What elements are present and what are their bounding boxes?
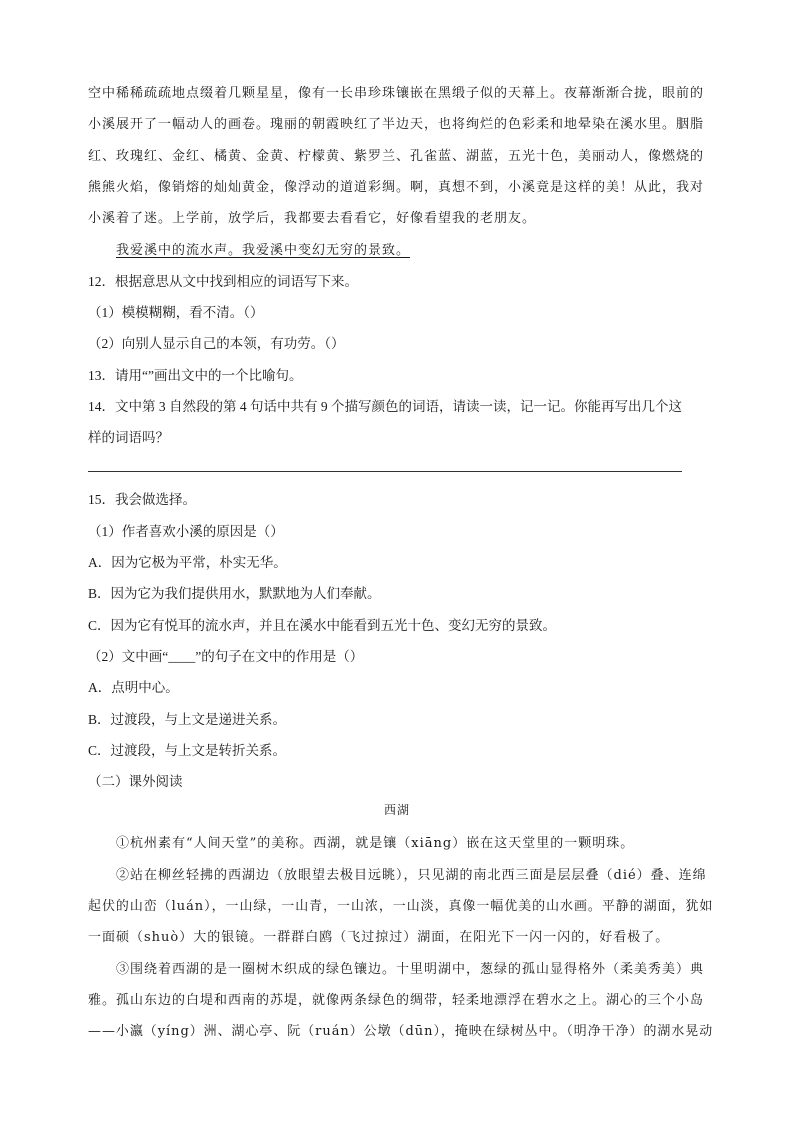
passage2-line: 一面硕（shuò）大的银镜。一群群白鸥（飞过掠过）湖面，在阳光下一闪一闪的，好看极了。 bbox=[88, 930, 670, 945]
question-12-1: （1）模模糊糊，看不清。（） bbox=[88, 305, 264, 320]
passage2-line: ①杭州素有“人间天堂”的美称。西湖，就是镶（xiāng）嵌在这天堂里的一颗明珠。 bbox=[116, 836, 635, 851]
passage2-line: ③围绕着西湖的是一圈树木织成的绿色镶边。十里明湖中，葱绿的孤山显得格外（柔美秀美）典 bbox=[116, 962, 705, 977]
passage1-line: 熊熊火焰，像销熔的灿灿黄金，像浮动的道道彩绸。啊，真想不到，小溪竟是这样的美！从此，我对 bbox=[88, 180, 705, 195]
passage2-line: 雅。孤山东边的白堤和西南的苏堤，就像两条绿色的绸带，轻柔地漂浮在碧水之上。湖心的三个小岛 bbox=[88, 993, 705, 1008]
option-a: A．点明中心。 bbox=[88, 680, 179, 695]
question-15: 15．我会做选择。 bbox=[88, 492, 196, 507]
question-12-2: （2）向别人显示自己的本领，有功劳。（） bbox=[88, 336, 345, 351]
option-c: C．过渡段，与上文是转折关系。 bbox=[88, 743, 287, 758]
option-a: A．因为它极为平常，朴实无华。 bbox=[88, 555, 287, 570]
passage1-line: 空中稀稀疏疏地点缀着几颗星星，像有一长串珍珠镶嵌在黑缎子似的天幕上。夜幕渐渐合拢，眼前的 bbox=[88, 86, 705, 101]
option-b: B．因为它为我们提供用水，默默地为人们奉献。 bbox=[88, 586, 381, 601]
passage2-line: ——小瀛（yíng）洲、湖心亭、阮（ruán）公墩（dūn），掩映在绿树丛中。（明净干净）的湖水晃动 bbox=[88, 1024, 714, 1039]
question-15-1: （1）作者喜欢小溪的原因是（） bbox=[88, 524, 284, 539]
section-heading: （二）课外阅读 bbox=[88, 774, 183, 789]
passage2-line: 起伏的山峦（luán），一山绿，一山青，一山浓，一山淡，真像一幅优美的山水画。平静的湖面，犹如 bbox=[88, 899, 714, 914]
question-15-2: （2）文中画“____”的句子在文中的作用是（） bbox=[88, 649, 364, 664]
question-14-cont: 样的词语吗？ bbox=[88, 430, 169, 445]
answer-blank-line[interactable] bbox=[88, 471, 682, 472]
question-12: 12．根据意思从文中找到相应的词语写下来。 bbox=[88, 274, 358, 289]
passage1-line: 小溪展开了一幅动人的画卷。瑰丽的朝霞映红了半边天，也将绚烂的色彩柔和地晕染在溪水里。胭脂 bbox=[88, 117, 705, 132]
question-14: 14．文中第 3 自然段的第 4 句话中共有 9 个描写颜色的词语，请读一读，记一记。你能再写出几个这 bbox=[88, 399, 682, 414]
passage1-line: 小溪着了迷。上学前，放学后，我都要去看看它，好像看望我的老朋友。 bbox=[88, 211, 537, 226]
passage2-line: ②站在柳丝轻拂的西湖边（放眼望去极目远眺），只见湖的南北西三面是层层叠（dié）叠、连绵 bbox=[116, 868, 707, 883]
underlined-sentence: 我爱溪中的流水声。我爱溪中变幻无穷的景致。 bbox=[116, 243, 411, 258]
question-13: 13．请用“”画出文中的一个比喻句。 bbox=[88, 368, 303, 383]
option-b: B．过渡段，与上文是递进关系。 bbox=[88, 712, 287, 727]
passage1-line: 红、玫瑰红、金红、橘黄、金黄、柠檬黄、紫罗兰、孔雀蓝、湖蓝，五光十色，美丽动人，像燃烧的 bbox=[88, 149, 705, 164]
passage-title: 西湖 bbox=[383, 803, 410, 817]
option-c: C．因为它有悦耳的流水声，并且在溪水中能看到五光十色、变幻无穷的景致。 bbox=[88, 618, 557, 633]
